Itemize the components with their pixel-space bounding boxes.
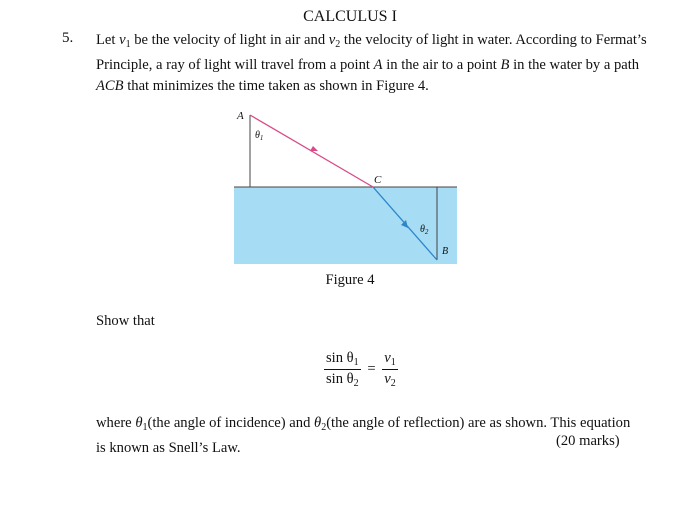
label-c: C <box>374 174 382 186</box>
theta2-symbol: θ <box>420 224 425 235</box>
theta1-symbol: θ <box>255 130 260 141</box>
show-that-label: Show that <box>96 313 155 329</box>
refraction-figure <box>230 108 470 268</box>
theta2-subscript: 2 <box>424 228 429 236</box>
theta1-label <box>255 130 263 142</box>
text-segment: Let <box>96 32 120 48</box>
marks-label: (20 marks) <box>556 433 620 449</box>
text-segment: in the air to a point <box>382 57 501 73</box>
sin-theta2-sub: 2 <box>353 378 359 389</box>
figure-caption: Figure 4 <box>325 272 375 288</box>
v2-formula: v <box>384 371 391 387</box>
conclusion-text <box>96 413 636 458</box>
v1-subscript: 1 <box>125 39 131 50</box>
sin-theta1-sub: 1 <box>353 357 359 368</box>
text-segment: be the velocity of light in air and <box>130 32 329 48</box>
numerator-right <box>382 350 397 370</box>
point-b-symbol: B <box>500 57 510 73</box>
theta1-inline-sub: 1 <box>142 422 148 433</box>
label-b: B <box>442 246 449 257</box>
text-segment: in the water by a path <box>509 57 640 73</box>
sin-theta1: sin θ <box>326 350 354 366</box>
v2-symbol: v <box>328 32 336 48</box>
equals-sign: = <box>367 361 376 377</box>
theta1-subscript: 1 <box>259 134 264 142</box>
text-segment: that minimizes the time taken as shown in Figure 4. <box>123 78 429 94</box>
fraction-left <box>324 350 361 389</box>
path-symbol: ACB <box>96 78 124 94</box>
v1-formula: v <box>384 350 391 366</box>
point-a-symbol: A <box>373 57 383 73</box>
v2-formula-sub: 2 <box>390 378 396 389</box>
v2-subscript: 2 <box>335 39 341 50</box>
ray-air-arrow-icon <box>310 146 318 151</box>
numerator-left <box>324 350 361 370</box>
page-title: CALCULUS I <box>303 8 397 25</box>
question-number: 5. <box>62 30 74 46</box>
v1-formula-sub: 1 <box>390 357 396 368</box>
sin-theta2: sin θ <box>326 371 354 387</box>
denominator-right <box>382 370 397 389</box>
denominator-left <box>324 370 361 389</box>
text-segment: (the angle of reflection) are as shown. This equation is known as Snell’s Law. <box>96 415 631 456</box>
label-a: A <box>237 110 244 122</box>
theta2-inline: θ <box>314 415 322 431</box>
theta2-inline-sub: 2 <box>321 422 327 433</box>
theta1-inline: θ <box>135 415 143 431</box>
snell-formula <box>324 350 398 389</box>
text-segment: the velocity of light in water. According to Fermat’s Principle, a ray of light will travel from a point <box>96 32 647 73</box>
fraction-right <box>382 350 397 389</box>
v1-symbol: v <box>119 32 126 48</box>
text-segment: (the angle of incidence) and <box>147 415 315 431</box>
question-text <box>96 30 656 97</box>
text-segment: where <box>96 415 136 431</box>
